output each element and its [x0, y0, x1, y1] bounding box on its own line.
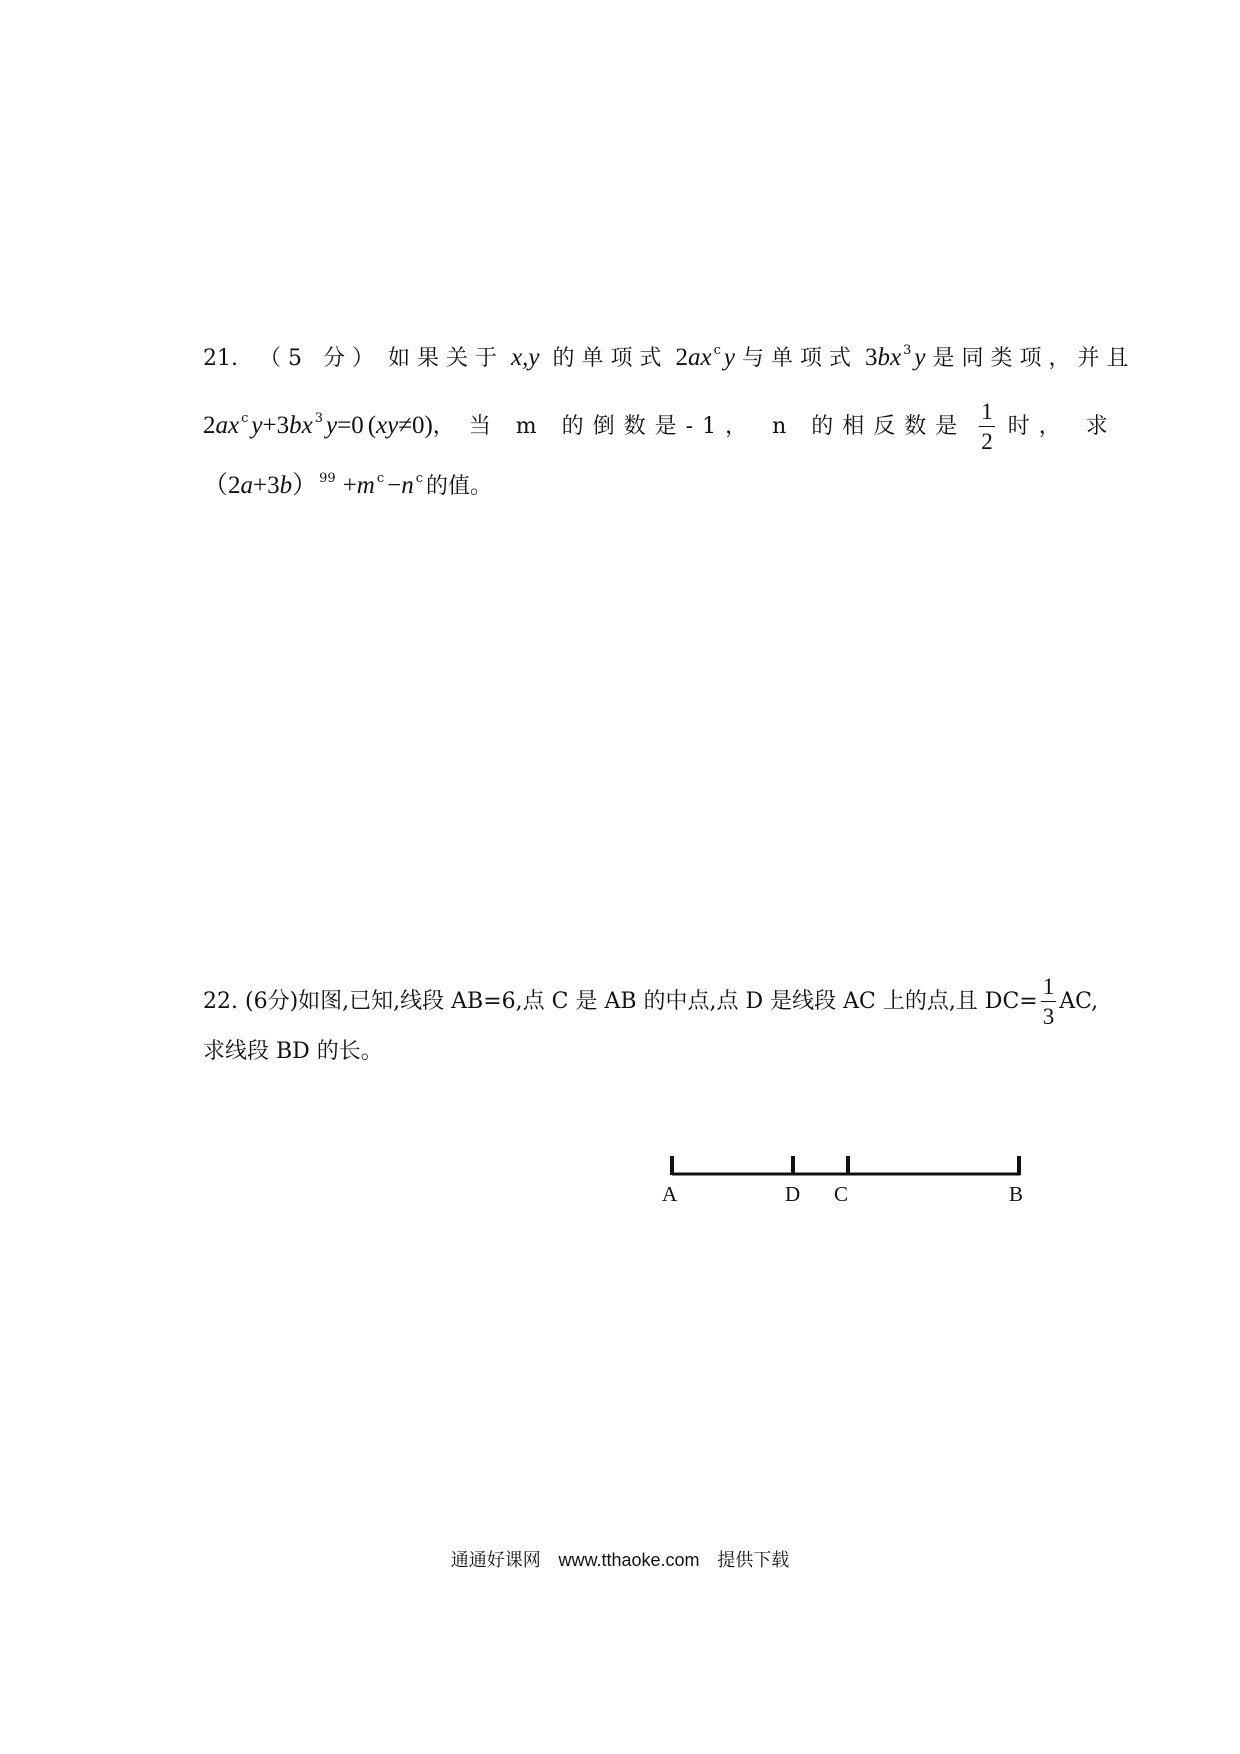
q21-eq-exp1: c: [241, 411, 249, 427]
q21-eq-y1: y: [251, 412, 263, 440]
label-b: B: [1009, 1182, 1024, 1206]
q22-number: 22.: [203, 989, 238, 1015]
q21-var-xy: x,y: [511, 344, 540, 371]
q21-eq-cond-open: (: [367, 412, 377, 440]
q21-expr-n: n: [401, 472, 414, 499]
footer-url[interactable]: www.tthaoke.com: [558, 1550, 700, 1570]
q22-points: (6分): [245, 989, 299, 1015]
q21-expr-minus: −: [387, 472, 402, 499]
q21-expr-exp-n: c: [415, 471, 424, 486]
q21-mono2-y: y: [914, 344, 926, 371]
footer-tail: 提供下载: [717, 1550, 790, 1571]
q21-expr-plus-m: +: [342, 472, 357, 499]
q21-eq-zero: =0: [337, 412, 364, 440]
q21-eq-comma: ，: [432, 414, 462, 440]
q21-eq-cond-rest: ≠0): [398, 412, 433, 440]
q22-fraction-denominator: 3: [1042, 1004, 1055, 1030]
q21-mono2-bx: bx: [877, 344, 902, 371]
q21-mono1-coef: 2: [675, 344, 688, 371]
footer-site: 通通好课网: [450, 1550, 541, 1571]
q21-eq-bx: bx: [289, 412, 313, 440]
q21-expr-plus: +3: [253, 472, 280, 499]
q21-expr-a: a: [240, 472, 254, 499]
page-footer: [0, 1546, 1240, 1572]
label-a: A: [662, 1182, 678, 1206]
q21-text-3: 与单项式: [741, 346, 858, 371]
q21-expr-tail: 的值。: [426, 474, 493, 499]
q22-fraction-numerator: 1: [1041, 975, 1057, 1002]
q21-eq-y2: y: [326, 412, 338, 440]
q21-expr-open: （2: [203, 472, 241, 499]
q21-text-6: 时， 求: [1007, 414, 1117, 440]
q21-text-5: 当 m 的倒数是-1， n 的相反数是: [468, 414, 967, 440]
q21-mono1-y: y: [723, 344, 735, 371]
q21-mono1-ax: ax: [687, 344, 712, 371]
q21-fraction-numerator: 1: [979, 400, 995, 427]
q21-eq-exp2: 3: [314, 411, 323, 427]
q21-text-2: 的单项式: [552, 346, 669, 371]
q21-points: （5 分）: [259, 346, 381, 371]
q21-mono2-exp: 3: [903, 343, 912, 358]
q22-text-2: AC,: [1059, 989, 1099, 1015]
q21-expr-exp99: 99: [319, 471, 336, 486]
q21-text-1: 如果关于: [388, 346, 505, 371]
q21-expr-m: m: [356, 472, 375, 499]
q21-eq-coef1: 2: [203, 412, 216, 440]
q21-expr-b: b: [279, 472, 293, 499]
label-c: C: [834, 1182, 849, 1206]
q21-eq-ax: ax: [215, 412, 240, 440]
q21-eq-plus: +3: [262, 412, 290, 440]
q22-text-1: 如图,已知,线段 AB=6,点 C 是 AB 的中点,点 D 是线段 AC 上的点,且 DC=: [298, 989, 1038, 1015]
q21-number: 21.: [203, 346, 238, 371]
q22-text-3: 求线段 BD 的长。: [203, 1039, 383, 1064]
label-d: D: [785, 1182, 801, 1206]
q21-fraction-denominator: 2: [981, 429, 993, 455]
q21-mono1-exp: c: [713, 343, 721, 358]
q21-eq-cond-xy: xy: [376, 412, 399, 440]
q21-expr-exp-m: c: [376, 471, 385, 486]
q21-expr-close: ）: [292, 472, 318, 499]
q21-text-4: 是同类项，并且: [932, 346, 1136, 371]
q21-mono2-coef: 3: [865, 344, 878, 371]
